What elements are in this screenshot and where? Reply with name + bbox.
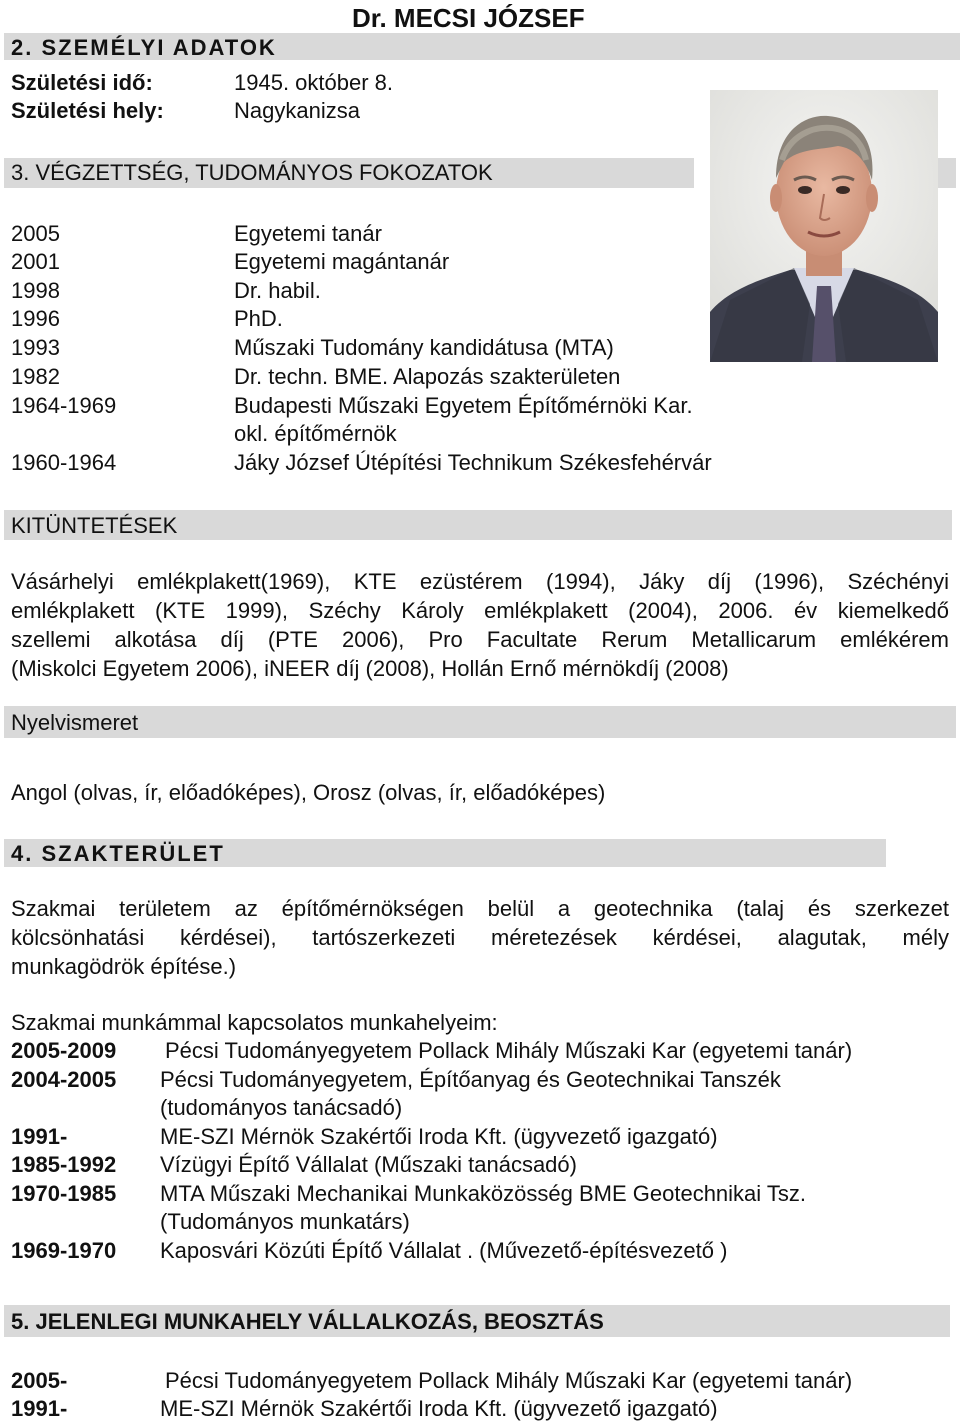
edu-text: Egyetemi magántanár <box>234 249 450 274</box>
edu-text: Dr. techn. BME. Alapozás szakterületen <box>234 364 621 389</box>
edu-year: 1993 <box>11 335 60 360</box>
workplace-years: 1991- <box>11 1124 68 1149</box>
workplace-text: Pécsi Tudományegyetem, Építőanyag és Geotechnikai Tanszék <box>160 1067 781 1092</box>
edu-text: PhD. <box>234 306 283 331</box>
workplace-years: 1970-1985 <box>11 1181 117 1206</box>
workplace-text: MTA Műszaki Mechanikai Munkaközösség BME Geotechnikai Tsz. <box>160 1181 807 1206</box>
awards-line: emlékplakett (KTE 1999), Széchy Károly emlékplakett (2004), 2006. év kiemelkedő <box>11 598 949 623</box>
workplace-text: ME-SZI Mérnök Szakértői Iroda Kft. (ügyvezető igazgató) <box>160 1124 718 1149</box>
workplace-years: 2005-2009 <box>11 1038 117 1063</box>
field-line: munkagödrök építése.) <box>11 954 237 979</box>
section-heading-personal: 2. SZEMÉLYI ADATOK <box>11 35 277 60</box>
awards-paragraph <box>11 567 949 683</box>
birth-place-value: Nagykanizsa <box>234 98 360 123</box>
languages-text: Angol (olvas, ír, előadóképes), Orosz (olvas, ír, előadóképes) <box>11 780 606 805</box>
awards-line: szellemi alkotása díj (PTE 2006), Pro Facultate Rerum Metallicarum emlékérem <box>11 627 949 652</box>
workplace-text: (Tudományos munkatárs) <box>160 1209 410 1234</box>
section-heading-current: 5. JELENLEGI MUNKAHELY VÁLLALKOZÁS, BEOSZTÁS <box>11 1309 604 1334</box>
edu-text: Dr. habil. <box>234 278 321 303</box>
workplace-years: 2004-2005 <box>11 1067 117 1092</box>
edu-year: 1998 <box>11 278 60 303</box>
edu-text: Jáky József Útépítési Technikum Székesfehérvár <box>234 450 712 475</box>
birth-date-label: Születési idő: <box>11 70 153 95</box>
section-heading-education: 3. VÉGZETTSÉG, TUDOMÁNYOS FOKOZATOK <box>11 160 493 185</box>
workplace-text: Pécsi Tudományegyetem Pollack Mihály Műszaki Kar (egyetemi tanár) <box>165 1038 853 1063</box>
field-paragraph <box>11 894 949 981</box>
field-line: kölcsönhatási kérdései), tartószerkezeti méretezések kérdései, alagutak, mély <box>11 925 949 950</box>
field-line: Szakmai területem az építőmérnökségen belül a geotechnika (talaj és szerkezet <box>11 896 949 921</box>
current-years: 1991- <box>11 1396 68 1421</box>
section-bar-education-end <box>938 158 956 188</box>
birth-place-label: Születési hely: <box>11 98 164 123</box>
edu-year: 1964-1969 <box>11 393 117 418</box>
edu-text: Műszaki Tudomány kandidátusa (MTA) <box>234 335 614 360</box>
current-text: ME-SZI Mérnök Szakértői Iroda Kft. (ügyvezető igazgató) <box>160 1396 718 1421</box>
person-name: Dr. MECSI JÓZSEF <box>352 3 585 33</box>
edu-year: 1960-1964 <box>11 450 117 475</box>
birth-date-value: 1945. október 8. <box>234 70 394 95</box>
section-heading-awards: KITÜNTETÉSEK <box>11 513 178 538</box>
workplace-text: Kaposvári Közúti Építő Vállalat . (Művezető-építésvezető ) <box>160 1238 728 1263</box>
edu-year: 2005 <box>11 221 60 246</box>
portrait-icon <box>710 90 938 362</box>
workplace-years: 1985-1992 <box>11 1152 117 1177</box>
portrait-photo <box>710 90 938 362</box>
edu-text: Egyetemi tanár <box>234 221 382 246</box>
section-bar-languages <box>4 706 956 738</box>
awards-line: (Miskolci Egyetem 2006), iNEER díj (2008), Hollán Ernő mérnökdíj (2008) <box>11 656 729 681</box>
section-heading-field: 4. SZAKTERÜLET <box>11 841 225 866</box>
current-text: Pécsi Tudományegyetem Pollack Mihály Műszaki Kar (egyetemi tanár) <box>165 1368 853 1393</box>
workplace-text: (tudományos tanácsadó) <box>160 1095 403 1120</box>
section-heading-languages: Nyelvismeret <box>11 710 139 735</box>
edu-year: 2001 <box>11 249 60 274</box>
current-years: 2005- <box>11 1368 68 1393</box>
awards-line: Vásárhelyi emlékplakett(1969), KTE ezüstérem (1994), Jáky díj (1996), Széchényi <box>11 569 949 594</box>
edu-year: 1982 <box>11 364 60 389</box>
edu-text: okl. építőmérnök <box>234 421 397 446</box>
workplace-text: Vízügyi Építő Vállalat (Műszaki tanácsadó) <box>160 1152 577 1177</box>
workplace-years: 1969-1970 <box>11 1238 117 1263</box>
edu-year: 1996 <box>11 306 60 331</box>
edu-text: Budapesti Műszaki Egyetem Építőmérnöki Kar. <box>234 393 693 418</box>
workplaces-intro: Szakmai munkámmal kapcsolatos munkahelyeim: <box>11 1010 498 1035</box>
